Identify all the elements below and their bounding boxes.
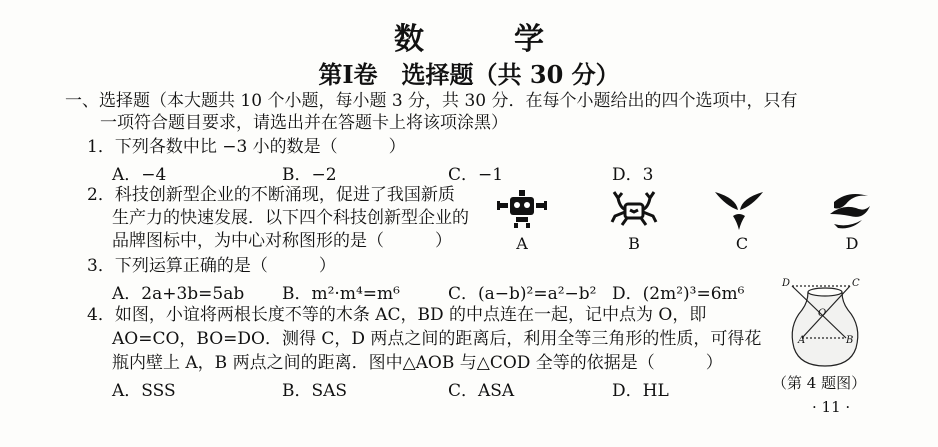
robot-logo-icon [497,190,547,228]
logo-label-b: B [628,234,640,253]
q4-option-c: C．ASA [448,381,515,401]
q4-option-a: A．SSS [112,381,176,401]
q1-option-b: B．−2 [282,165,337,185]
crab-logo-icon [610,190,658,228]
question-2-stem-3: 品牌图标中，为中心对称图形的是（ ） [112,231,452,251]
q1-option-a: A．−4 [112,165,167,185]
logo-label-c: C [735,234,749,253]
q3-option-a: A．2a+3b=5ab [112,284,245,304]
page-title: 数 学 [394,22,574,57]
question-4-stem-2: AO=CO，BO=DO．测得 C，D 两点之间的距离后，利用全等三角形的性质，可得花 [112,329,762,349]
instructions-line-1: 一、选择题（本大题共 10 个小题，每小题 3 分，共 30 分．在每个小题给出的四个选项中，只有 [65,91,798,111]
question-4-stem-3: 瓶内壁上 A，B 两点之间的距离．图中△AOB 与△COD 全等的依据是（ ） [112,353,723,373]
page-number: · 11 · [812,398,851,416]
q4-option-d: D．HL [612,381,669,401]
q3-option-c: C．(a−b)²=a²−b² [448,284,597,304]
logo-label-a: A [516,234,528,253]
trefoil-logo-icon [714,190,764,230]
section-title: 第Ⅰ卷 选择题（共 30 分） [318,60,620,89]
figure-caption: （第 4 题图） [772,374,867,392]
q3-option-d: D．(2m²)³=6m⁶ [612,284,745,304]
q1-option-d: D．3 [612,165,654,185]
label-d: D [782,278,791,289]
question-2-stem-2: 生产力的快速发展．以下四个科技创新型企业的 [112,208,469,228]
q4-option-b: B．SAS [282,381,348,401]
swirl-logo-icon [828,190,872,230]
vase-figure [780,278,870,370]
question-1-stem: 1．下列各数中比 −3 小的数是（ ） [87,137,406,157]
label-o: O [818,308,827,319]
instructions-line-2: 一项符合题目要求，请选出并在答题卡上将该项涂黑） [100,113,508,133]
label-c: C [852,278,860,289]
label-a: A [798,335,806,346]
q3-option-b: B．m²·m⁴=m⁶ [282,284,400,304]
q1-option-c: C．−1 [448,165,504,185]
logo-label-d: D [845,234,859,253]
question-4-stem-1: 4．如图，小谊将两根长度不等的木条 AC，BD 的中点连在一起，记中点为 O，即 [87,305,707,325]
question-2-stem-1: 2．科技创新型企业的不断涌现，促进了我国新质 [87,185,455,205]
label-b: B [846,335,854,346]
question-3-stem: 3．下列运算正确的是（ ） [87,256,336,276]
